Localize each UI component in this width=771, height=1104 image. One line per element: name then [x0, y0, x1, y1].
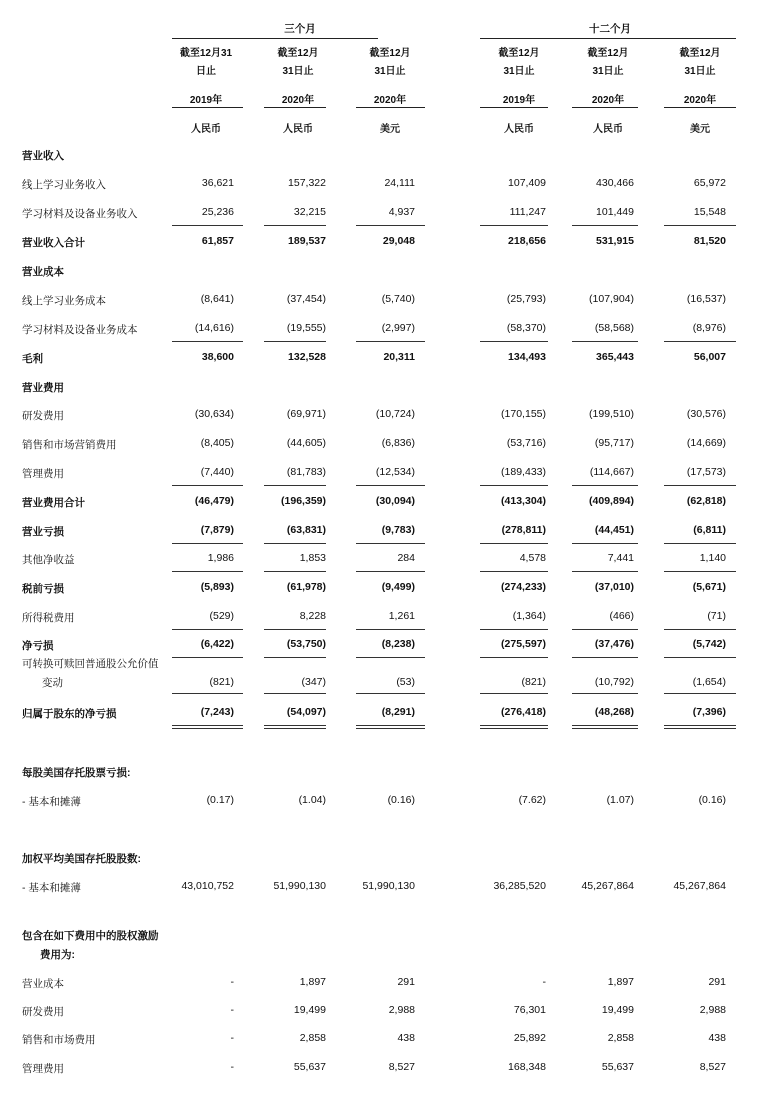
table-cell-value: (466) [609, 610, 634, 622]
column-header-underline [572, 107, 638, 108]
column-header-underline [356, 107, 425, 108]
table-cell-value: 284 [397, 552, 415, 564]
table-cell-value: (14,616) [194, 322, 234, 334]
subtotal-underline [264, 693, 326, 694]
table-cell-value: (7,879) [200, 524, 234, 536]
column-header-year: 2019年 [189, 95, 223, 106]
table-cell-value: (1,364) [512, 610, 546, 622]
total-double-underline [172, 725, 243, 729]
group-header-three-month: 三个月 [284, 23, 316, 35]
subtotal-underline [664, 225, 736, 226]
column-header-underline [264, 107, 326, 108]
table-row [0, 1061, 771, 1079]
column-header-underline [480, 107, 548, 108]
table-row [0, 437, 771, 455]
table-cell-value: (5,893) [200, 581, 234, 593]
row-label: - 基本和摊薄 [22, 796, 81, 808]
row-label: 营业费用 [22, 382, 64, 394]
row-label: 毛利 [22, 353, 43, 365]
table-cell-value: (196,359) [281, 495, 326, 507]
table-cell-value: 38,600 [201, 351, 234, 363]
table-cell-value: 291 [397, 976, 415, 988]
table-cell-value: 438 [708, 1032, 726, 1044]
table-cell-value: 55,637 [601, 1061, 634, 1073]
table-row [0, 976, 771, 994]
row-label: - 基本和摊薄 [22, 882, 81, 894]
subtotal-underline [480, 341, 548, 342]
row-label: 可转换可赎回普通股公允价值 [22, 658, 159, 670]
total-double-underline [480, 725, 548, 729]
subtotal-underline [664, 629, 736, 630]
row-label: 营业费用合计 [22, 497, 85, 509]
row-label: 管理费用 [22, 1063, 64, 1075]
row-label: 研发费用 [22, 1006, 64, 1018]
table-cell-value: (53,750) [286, 638, 326, 650]
table-cell-value: (30,094) [375, 495, 415, 507]
table-cell-value: 25,892 [513, 1032, 546, 1044]
table-cell-value: (8,291) [381, 706, 415, 718]
table-cell-value: 111,247 [509, 206, 546, 218]
table-cell-value: (58,370) [506, 322, 546, 334]
subtotal-underline [480, 543, 548, 544]
table-cell-value: (48,268) [594, 706, 634, 718]
column-header-line1: 截至12月 [369, 48, 411, 59]
subtotal-underline [664, 341, 736, 342]
table-cell-value: 15,548 [693, 206, 726, 218]
table-row [0, 581, 771, 599]
table-cell-value: 4,578 [519, 552, 546, 564]
table-cell-value: 29,048 [382, 235, 415, 247]
subtotal-underline [172, 543, 243, 544]
subtotal-underline [664, 543, 736, 544]
column-header-year: 2020年 [373, 95, 407, 106]
table-row [0, 610, 771, 628]
table-cell-value: 24,111 [384, 177, 415, 189]
subtotal-underline [356, 341, 425, 342]
column-header-line1: 截至12月 [679, 48, 721, 59]
row-label-continued: 变动 [42, 677, 63, 689]
subtotal-underline [480, 629, 548, 630]
table-cell-value: 51,990,130 [362, 880, 415, 892]
table-cell-value: 8,527 [388, 1061, 415, 1073]
subtotal-underline [264, 341, 326, 342]
table-cell-value: 189,537 [288, 235, 326, 247]
table-row [0, 177, 771, 195]
table-cell-value: 2,988 [388, 1004, 415, 1016]
subtotal-underline [172, 571, 243, 572]
row-label: 营业亏损 [22, 526, 64, 538]
table-cell-value: 45,267,864 [673, 880, 726, 892]
row-label: 加权平均美国存托股股数: [22, 853, 141, 865]
table-cell-value: (63,831) [286, 524, 326, 536]
table-cell-value: 218,656 [508, 235, 546, 247]
table-cell-value: 43,010,752 [181, 880, 234, 892]
row-label: 营业收入合计 [22, 237, 85, 249]
row-label: 包含在如下费用中的股权激励 [22, 930, 159, 942]
subtotal-underline [572, 571, 638, 572]
row-label: 学习材料及设备业务收入 [22, 208, 138, 220]
row-label: 所得税费用 [22, 612, 75, 624]
table-cell-value: 45,267,864 [581, 880, 634, 892]
table-row [0, 524, 771, 542]
table-cell-value: (8,238) [381, 638, 415, 650]
table-cell-value: 81,520 [693, 235, 726, 247]
column-header-line1: 截至12月31 [179, 48, 233, 59]
subtotal-underline [172, 629, 243, 630]
column-header-year: 2020年 [281, 95, 315, 106]
table-cell-value: 25,236 [201, 206, 234, 218]
row-label: 归属于股东的净亏损 [22, 708, 117, 720]
table-row [0, 408, 771, 426]
table-cell-value: 61,857 [201, 235, 234, 247]
table-cell-value: (6,811) [693, 524, 726, 536]
subtotal-underline [572, 693, 638, 694]
table-cell-value: 20,311 [383, 351, 415, 363]
column-header-year: 2020年 [683, 95, 717, 106]
table-row [0, 552, 771, 570]
table-cell-value: 430,466 [596, 177, 634, 189]
table-cell-value: (0.16) [387, 794, 415, 806]
table-cell-value: (30,576) [686, 408, 726, 420]
table-row [0, 322, 771, 340]
subtotal-underline [664, 485, 736, 486]
table-row [0, 380, 771, 398]
subtotal-underline [572, 485, 638, 486]
table-row [0, 638, 771, 656]
table-cell-value: (46,479) [194, 495, 234, 507]
table-cell-value: (14,669) [686, 437, 726, 449]
column-header-line1: 截至12月 [587, 48, 629, 59]
table-row [0, 851, 771, 869]
table-cell-value: (6,836) [381, 437, 415, 449]
table-cell-value: (347) [301, 676, 326, 688]
table-cell-value: 56,007 [693, 351, 726, 363]
column-header-underline [664, 107, 736, 108]
table-cell-value: 32,215 [293, 206, 326, 218]
table-cell-value: (107,904) [589, 293, 634, 305]
table-cell-value: 36,621 [201, 177, 234, 189]
total-double-underline [356, 725, 425, 729]
table-cell-value: (54,097) [286, 706, 326, 718]
row-label: 税前亏损 [22, 583, 64, 595]
column-header-line2: 31日止 [374, 66, 406, 77]
table-cell-value: (8,976) [692, 322, 726, 334]
table-cell-value: 365,443 [596, 351, 634, 363]
row-label: 研发费用 [22, 410, 64, 422]
table-cell-value: (821) [521, 676, 546, 688]
table-cell-value: (61,978) [286, 581, 326, 593]
column-header-year: 2019年 [502, 95, 536, 106]
table-cell-value: (275,597) [501, 638, 546, 650]
table-cell-value: - [230, 1032, 234, 1044]
table-cell-value: (12,534) [375, 466, 415, 478]
table-cell-value: 132,528 [288, 351, 326, 363]
table-cell-value: (7,243) [200, 706, 234, 718]
table-cell-value: - [230, 1061, 234, 1073]
table-cell-value: (44,605) [286, 437, 326, 449]
table-cell-value: (5,742) [692, 638, 726, 650]
row-label: 营业收入 [22, 150, 64, 162]
table-row [0, 656, 771, 689]
column-header-year: 2020年 [591, 95, 625, 106]
table-cell-value: - [542, 976, 546, 988]
table-cell-value: (17,573) [686, 466, 726, 478]
table-cell-value: - [230, 976, 234, 988]
table-cell-value: (1,654) [692, 676, 726, 688]
table-cell-value: (0.17) [206, 794, 234, 806]
table-cell-value: (529) [209, 610, 234, 622]
table-row [0, 293, 771, 311]
table-row [0, 1032, 771, 1050]
row-label-continued: 费用为: [40, 949, 75, 961]
table-cell-value: 1,897 [299, 976, 326, 988]
table-cell-value: 51,990,130 [273, 880, 326, 892]
column-header-currency: 美元 [380, 124, 400, 135]
table-row [0, 206, 771, 224]
table-cell-value: 157,322 [288, 177, 326, 189]
table-cell-value: (2,997) [381, 322, 415, 334]
table-cell-value: 1,986 [207, 552, 234, 564]
subtotal-underline [264, 543, 326, 544]
table-cell-value: (44,451) [594, 524, 634, 536]
table-cell-value: 19,499 [293, 1004, 326, 1016]
subtotal-underline [480, 485, 548, 486]
group-underline-twelve-month [480, 38, 736, 39]
table-cell-value: (170,155) [501, 408, 546, 420]
subtotal-underline [572, 629, 638, 630]
row-label: 管理费用 [22, 468, 64, 480]
table-row [0, 794, 771, 812]
table-row [0, 466, 771, 484]
table-cell-value: (71) [707, 610, 726, 622]
table-cell-value: (81,783) [286, 466, 326, 478]
table-cell-value: (10,792) [594, 676, 634, 688]
table-cell-value: 134,493 [508, 351, 546, 363]
table-cell-value: (278,811) [501, 524, 546, 536]
subtotal-underline [572, 225, 638, 226]
table-cell-value: 4,937 [388, 206, 415, 218]
group-underline-three-month [172, 38, 378, 39]
row-label: 其他净收益 [22, 554, 75, 566]
table-row [0, 148, 771, 166]
table-cell-value: 531,915 [596, 235, 634, 247]
table-row [0, 928, 771, 961]
table-cell-value: (9,783) [381, 524, 415, 536]
subtotal-underline [356, 693, 425, 694]
row-label: 销售和市场费用 [22, 1034, 96, 1046]
table-cell-value: (189,433) [501, 466, 546, 478]
row-label: 销售和市场营销费用 [22, 439, 117, 451]
column-header-line2: 31日止 [503, 66, 535, 77]
table-cell-value: (19,555) [286, 322, 326, 334]
subtotal-underline [480, 571, 548, 572]
total-double-underline [664, 725, 736, 729]
table-cell-value: 107,409 [508, 177, 546, 189]
table-cell-value: (58,568) [594, 322, 634, 334]
table-cell-value: 19,499 [601, 1004, 634, 1016]
table-cell-value: (37,010) [594, 581, 634, 593]
table-row [0, 351, 771, 369]
table-cell-value: (0.16) [698, 794, 726, 806]
subtotal-underline [480, 693, 548, 694]
row-label: 线上学习业务收入 [22, 179, 106, 191]
table-cell-value: - [230, 1004, 234, 1016]
table-cell-value: (37,476) [594, 638, 634, 650]
subtotal-underline [572, 543, 638, 544]
subtotal-underline [172, 341, 243, 342]
column-header-line2: 日止 [196, 66, 216, 77]
subtotal-underline [480, 225, 548, 226]
table-cell-value: (1.04) [298, 794, 326, 806]
table-cell-value: 1,261 [388, 610, 415, 622]
table-cell-value: 2,988 [699, 1004, 726, 1016]
subtotal-underline [172, 225, 243, 226]
table-cell-value: (276,418) [501, 706, 546, 718]
table-cell-value: (95,717) [594, 437, 634, 449]
table-cell-value: (274,233) [501, 581, 546, 593]
table-cell-value: 168,348 [508, 1061, 546, 1073]
table-cell-value: (7.62) [518, 794, 546, 806]
table-cell-value: (821) [209, 676, 234, 688]
table-cell-value: (62,818) [686, 495, 726, 507]
row-label: 营业成本 [22, 978, 64, 990]
subtotal-underline [356, 485, 425, 486]
column-header-currency: 人民币 [504, 124, 534, 135]
table-row [0, 264, 771, 282]
table-cell-value: (25,793) [506, 293, 546, 305]
table-cell-value: (8,641) [200, 293, 234, 305]
table-cell-value: (53) [396, 676, 415, 688]
table-cell-value: (5,671) [692, 581, 726, 593]
column-header-line2: 31日止 [282, 66, 314, 77]
table-cell-value: (199,510) [589, 408, 634, 420]
table-cell-value: 36,285,520 [493, 880, 546, 892]
table-cell-value: 1,853 [299, 552, 326, 564]
column-header-currency: 人民币 [283, 124, 313, 135]
column-header-currency: 人民币 [593, 124, 623, 135]
column-header-line2: 31日止 [592, 66, 624, 77]
row-label: 营业成本 [22, 266, 64, 278]
subtotal-underline [664, 571, 736, 572]
subtotal-underline [356, 225, 425, 226]
table-cell-value: (1.07) [606, 794, 634, 806]
row-label: 线上学习业务成本 [22, 295, 106, 307]
table-row [0, 235, 771, 253]
subtotal-underline [172, 693, 243, 694]
table-cell-value: 7,441 [607, 552, 634, 564]
subtotal-underline [172, 485, 243, 486]
table-cell-value: (69,971) [286, 408, 326, 420]
subtotal-underline [264, 629, 326, 630]
table-cell-value: (16,537) [686, 293, 726, 305]
table-cell-value: 2,858 [607, 1032, 634, 1044]
subtotal-underline [572, 341, 638, 342]
table-cell-value: (413,304) [501, 495, 546, 507]
table-cell-value: 76,301 [513, 1004, 546, 1016]
table-cell-value: (9,499) [381, 581, 415, 593]
column-header-line2: 31日止 [684, 66, 716, 77]
table-row [0, 880, 771, 898]
subtotal-underline [264, 485, 326, 486]
column-header-line1: 截至12月 [498, 48, 540, 59]
table-cell-value: 1,140 [699, 552, 726, 564]
table-cell-value: (7,440) [200, 466, 234, 478]
table-cell-value: (30,634) [194, 408, 234, 420]
table-cell-value: 8,527 [699, 1061, 726, 1073]
table-cell-value: (10,724) [375, 408, 415, 420]
table-cell-value: (8,405) [200, 437, 234, 449]
column-header-currency: 人民币 [191, 124, 221, 135]
table-cell-value: 291 [708, 976, 726, 988]
table-row [0, 495, 771, 513]
group-header-twelve-month: 十二个月 [589, 23, 631, 35]
table-cell-value: (7,396) [692, 706, 726, 718]
subtotal-underline [356, 543, 425, 544]
table-cell-value: 2,858 [299, 1032, 326, 1044]
table-cell-value: 55,637 [293, 1061, 326, 1073]
table-cell-value: (6,422) [200, 638, 234, 650]
table-cell-value: (409,894) [589, 495, 634, 507]
column-header-underline [172, 107, 243, 108]
column-header-line1: 截至12月 [277, 48, 319, 59]
subtotal-underline [264, 225, 326, 226]
row-label: 每股美国存托股票亏损: [22, 767, 131, 779]
table-cell-value: 1,897 [607, 976, 634, 988]
total-double-underline [572, 725, 638, 729]
table-row [0, 765, 771, 783]
subtotal-underline [356, 629, 425, 630]
table-cell-value: 65,972 [693, 177, 726, 189]
table-cell-value: 8,228 [299, 610, 326, 622]
table-cell-value: (53,716) [506, 437, 546, 449]
table-row [0, 706, 771, 724]
row-label: 学习材料及设备业务成本 [22, 324, 138, 336]
subtotal-underline [664, 693, 736, 694]
table-cell-value: 101,449 [596, 206, 634, 218]
subtotal-underline [264, 571, 326, 572]
total-double-underline [264, 725, 326, 729]
table-cell-value: 438 [397, 1032, 415, 1044]
table-cell-value: (37,454) [286, 293, 326, 305]
subtotal-underline [356, 571, 425, 572]
table-cell-value: (114,667) [589, 466, 634, 478]
column-header-currency: 美元 [690, 124, 710, 135]
table-cell-value: (5,740) [381, 293, 415, 305]
row-label: 净亏损 [22, 640, 54, 652]
table-row [0, 1004, 771, 1022]
